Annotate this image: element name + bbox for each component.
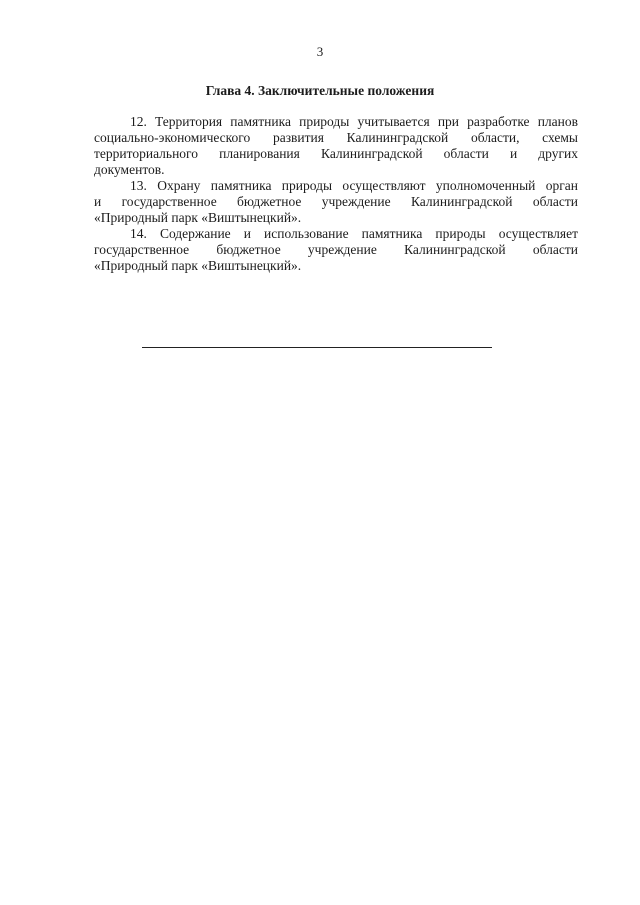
document-body: [94, 114, 578, 274]
end-of-document-rule: [142, 347, 492, 348]
chapter-title: Глава 4. Заключительные положения: [205, 83, 435, 98]
paragraph-12: [94, 114, 578, 178]
paragraph-line: 13. Охрану памятника природы осуществляют уполномоченный орган: [130, 178, 578, 193]
paragraph-14: [94, 226, 578, 274]
paragraph-line: социально-экономического развития Калининградской области, схемы: [94, 130, 578, 145]
paragraph-line: территориального планирования Калининградской области и других: [94, 146, 578, 161]
paragraph-line: «Природный парк «Виштынецкий».: [94, 258, 302, 273]
paragraph-line: 14. Содержание и использование памятника природы осуществляет: [130, 226, 578, 241]
paragraph-line: государственное бюджетное учреждение Калининградской области: [94, 242, 578, 257]
paragraph-line: «Природный парк «Виштынецкий».: [94, 210, 302, 225]
paragraph-13: [94, 178, 578, 226]
page-number: 3: [316, 44, 324, 59]
paragraph-line: и государственное бюджетное учреждение Калининградской области: [94, 194, 578, 209]
paragraph-line: документов.: [94, 162, 165, 177]
paragraph-line: 12. Территория памятника природы учитывается при разработке планов: [130, 114, 578, 129]
